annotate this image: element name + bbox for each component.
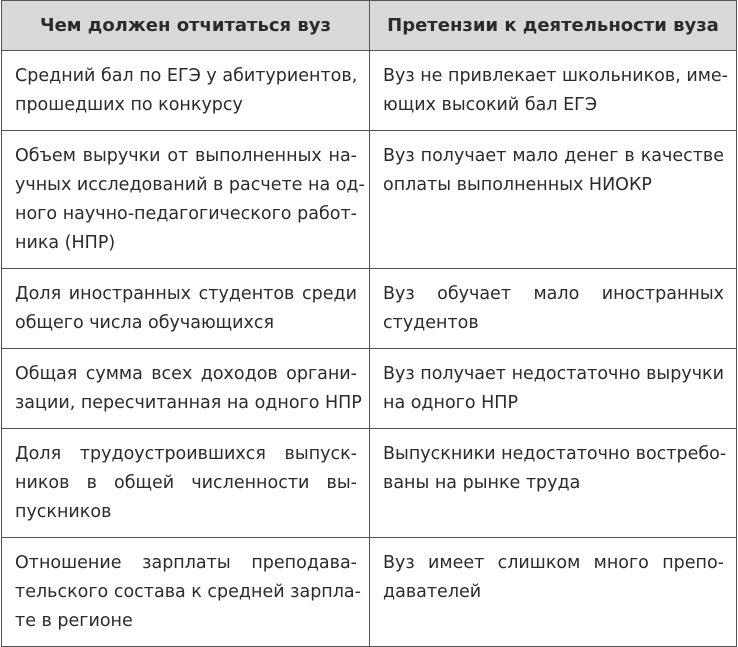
cell-text-line: ников в общей численности вы- [15,473,357,493]
cell-text-line: Доля трудоустроившихся выпуск- [15,444,357,464]
header-row [2,1,737,51]
cell-text-line: те в регионе [15,611,133,631]
metric-cell [2,51,370,131]
cell-text-line: прошедших по конкурсу [15,95,243,115]
metric-cell [2,131,370,269]
cell-text-line: ваны на рынке труда [383,473,581,493]
claim-cell [370,429,737,538]
claim-cell [370,349,737,429]
cell-text-line: учных исследований в расчете на од- [15,175,365,195]
metric-cell [2,429,370,538]
cell-text-line: Вуз получает недостаточно выручки [383,364,724,384]
cell-text-line: Средний бал по ЕГЭ у абитуриентов, [15,66,358,86]
cell-text-line: общего числа обучающихся [15,313,275,333]
table-row [2,538,737,647]
cell-text-line: на одного НПР [383,393,519,413]
cell-text-line: Вуз не привлекает школьников, име- [383,66,728,86]
cell-text-line: Выпускники недостаточно востребо- [383,444,727,464]
header-claims: Претензии к деятельности вуза [370,1,737,51]
metric-cell [2,349,370,429]
cell-text-line: Доля иностранных студентов среди [15,284,357,304]
cell-text-line: Вуз обучает мало иностранных [383,284,724,304]
header-report-metric: Чем должен отчитаться вуз [2,1,370,51]
table-row [2,269,737,349]
cell-text-line: ного научно-педагогического работ- [15,204,357,224]
table-row [2,51,737,131]
claim-cell [370,269,737,349]
claim-cell [370,131,737,269]
claim-cell [370,51,737,131]
cell-text-line: ющих высокий бал ЕГЭ [383,95,598,115]
metric-cell [2,269,370,349]
cell-text-line: Отношение зарплаты преподава- [15,553,357,573]
claim-cell [370,538,737,647]
cell-text-line: пускников [15,502,112,522]
cell-text-line: тельского состава к средней зарпла- [15,582,361,602]
cell-text-line: ника (НПР) [15,233,116,253]
metric-cell [2,538,370,647]
university-metrics-table [1,0,737,647]
cell-text-line: Общая сумма всех доходов органи- [15,364,357,384]
cell-text-line: Вуз имеет слишком много препо- [383,553,724,573]
cell-text-line: зации, пересчитанная на одного НПР [15,393,362,413]
cell-text-line: Объем выручки от выполненных на- [15,146,357,166]
table-row [2,349,737,429]
cell-text-line: давателей [383,582,482,602]
table-row [2,131,737,269]
table-row [2,429,737,538]
cell-text-line: студентов [383,313,479,333]
cell-text-line: Вуз получает мало денег в качестве [383,146,724,166]
cell-text-line: оплаты выполненных НИОКР [383,175,652,195]
